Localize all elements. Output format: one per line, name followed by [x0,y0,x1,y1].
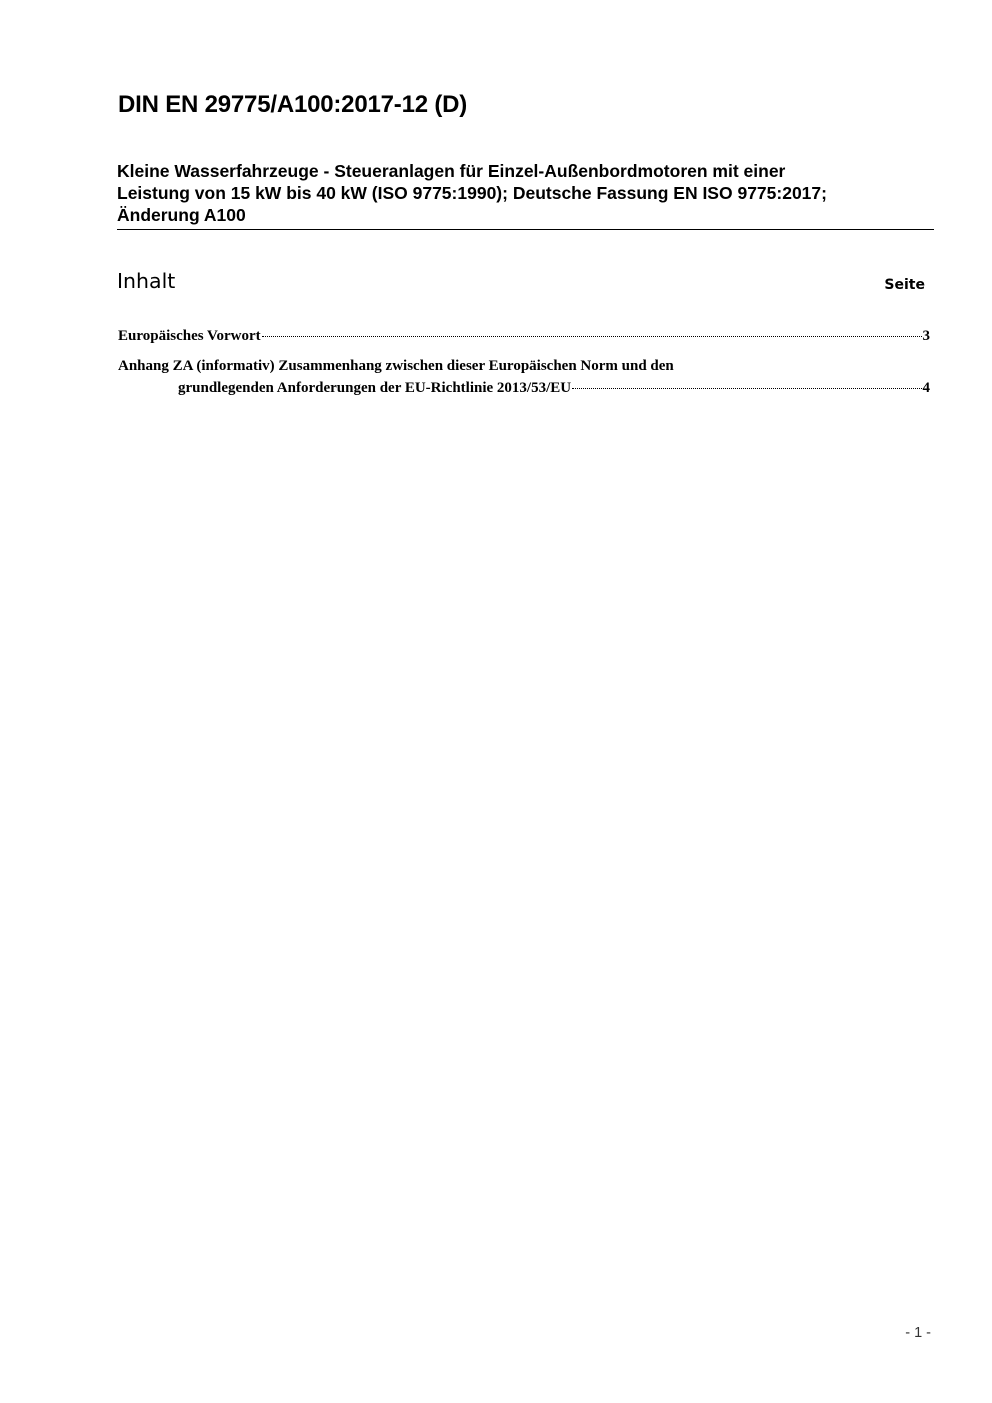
toc-entry-label[interactable]: Anhang ZA (informativ) Zusammenhang zwischen dieser Europäischen Norm und den [118,358,674,374]
toc-entry-label-continued[interactable]: grundlegenden Anforderungen der EU-Richtlinie 2013/53/EU [178,380,572,396]
subtitle-line: Kleine Wasserfahrzeuge - Steueranlagen für Einzel-Außenbordmotoren mit einer [117,161,786,181]
toc-dot-leader [262,336,922,337]
toc-dot-leader [572,388,921,389]
document-subtitle [117,160,933,226]
title-divider [117,229,934,230]
document-title: DIN EN 29775/A100:2017-12 (D) [118,91,468,118]
toc-entry-page-number[interactable]: 3 [922,328,930,344]
subtitle-line: Leistung von 15 kW bis 40 kW (ISO 9775:1990); Deutsche Fassung EN ISO 9775:2017; [117,183,827,203]
toc-heading: Inhalt [117,269,176,293]
toc-entry-label[interactable]: Europäisches Vorwort [118,328,261,344]
toc-entry-foreword[interactable] [118,325,930,347]
page-number: - 1 - [905,1325,931,1341]
toc-entry-page-number[interactable]: 4 [922,380,930,396]
toc-page-column-label: Seite [884,277,925,293]
toc-entry-annex-za[interactable] [118,355,930,399]
subtitle-line: Änderung A100 [117,205,246,225]
